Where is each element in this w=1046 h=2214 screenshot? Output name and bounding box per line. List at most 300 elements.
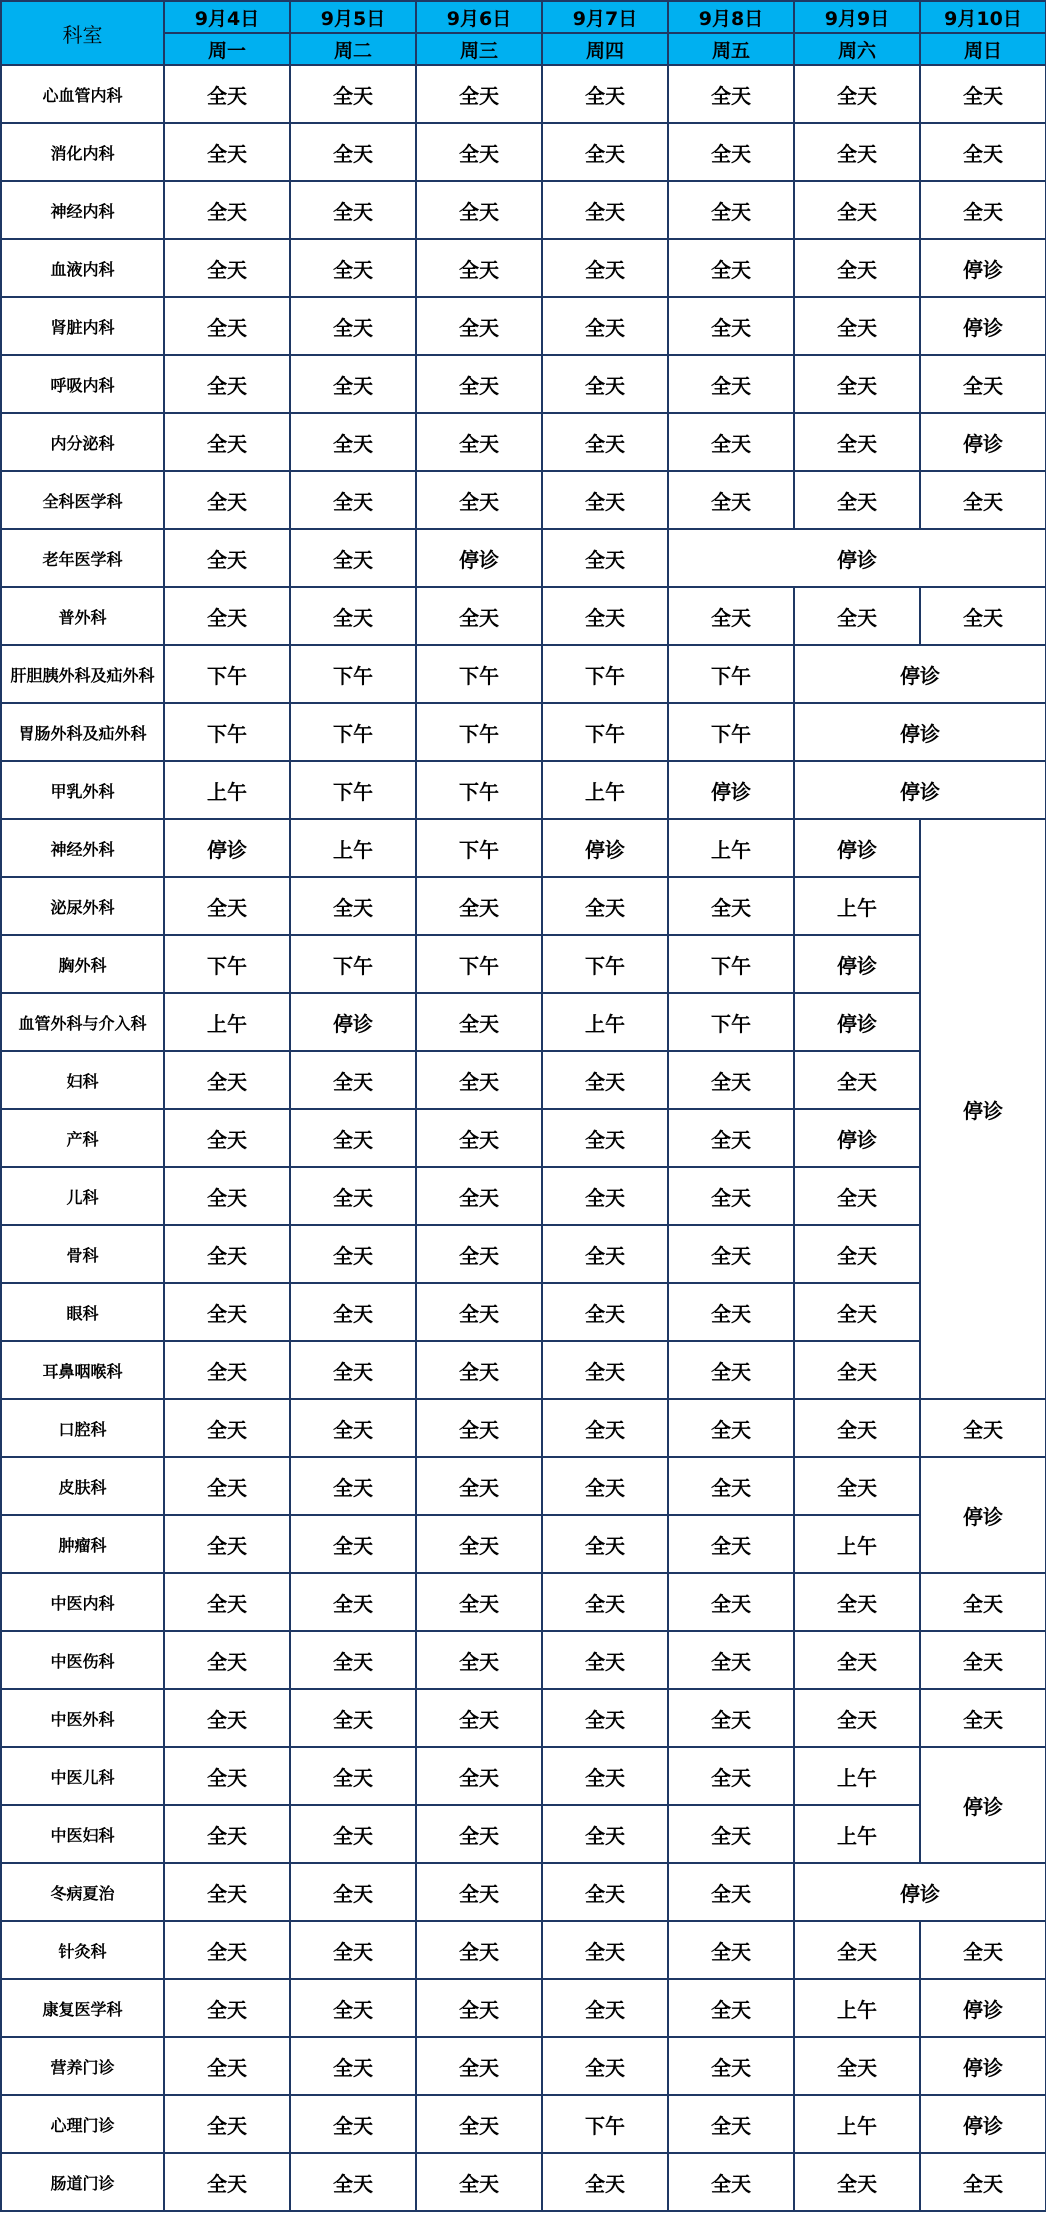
schedule-cell: 上午 <box>794 1805 920 1863</box>
schedule-cell: 下午 <box>542 2095 668 2153</box>
schedule-cell: 全天 <box>794 239 920 297</box>
schedule-cell: 全天 <box>794 2153 920 2211</box>
department-name: 中医外科 <box>1 1689 164 1747</box>
schedule-cell: 停诊 <box>416 529 542 587</box>
schedule-cell: 全天 <box>164 1515 290 1573</box>
schedule-cell: 全天 <box>794 1631 920 1689</box>
schedule-cell: 全天 <box>416 1979 542 2037</box>
schedule-cell: 全天 <box>794 1457 920 1515</box>
department-name: 肠道门诊 <box>1 2153 164 2211</box>
schedule-cell: 全天 <box>668 1341 794 1399</box>
schedule-cell: 全天 <box>794 1283 920 1341</box>
schedule-cell: 全天 <box>794 65 920 123</box>
schedule-cell: 全天 <box>542 1747 668 1805</box>
schedule-cell: 全天 <box>164 297 290 355</box>
schedule-cell: 停诊 <box>794 993 920 1051</box>
schedule-cell: 全天 <box>164 587 290 645</box>
schedule-cell: 全天 <box>290 1457 416 1515</box>
schedule-cell: 全天 <box>920 471 1046 529</box>
schedule-cell: 全天 <box>416 1051 542 1109</box>
schedule-cell: 全天 <box>668 413 794 471</box>
schedule-cell: 全天 <box>164 1573 290 1631</box>
schedule-cell: 全天 <box>290 877 416 935</box>
department-name: 眼科 <box>1 1283 164 1341</box>
schedule-cell: 全天 <box>668 1631 794 1689</box>
schedule-cell: 全天 <box>290 1109 416 1167</box>
schedule-cell: 停诊 <box>920 413 1046 471</box>
schedule-cell: 全天 <box>794 413 920 471</box>
schedule-cell: 全天 <box>920 1573 1046 1631</box>
schedule-cell: 下午 <box>542 645 668 703</box>
department-name: 皮肤科 <box>1 1457 164 1515</box>
schedule-cell: 全天 <box>416 1515 542 1573</box>
date-header: 9月9日 <box>794 1 920 33</box>
schedule-cell: 全天 <box>668 1399 794 1457</box>
schedule-cell: 全天 <box>164 1689 290 1747</box>
schedule-cell: 全天 <box>668 2153 794 2211</box>
schedule-cell: 上午 <box>542 993 668 1051</box>
schedule-cell: 全天 <box>920 181 1046 239</box>
schedule-cell: 全天 <box>542 1805 668 1863</box>
schedule-cell: 全天 <box>416 993 542 1051</box>
schedule-cell: 全天 <box>290 2037 416 2095</box>
department-name: 骨科 <box>1 1225 164 1283</box>
schedule-cell: 全天 <box>668 877 794 935</box>
schedule-cell: 全天 <box>794 1573 920 1631</box>
schedule-cell: 全天 <box>794 1689 920 1747</box>
schedule-cell: 全天 <box>542 1921 668 1979</box>
schedule-cell: 全天 <box>164 1631 290 1689</box>
schedule-cell: 全天 <box>542 1515 668 1573</box>
schedule-cell: 下午 <box>668 993 794 1051</box>
schedule-cell: 全天 <box>542 1283 668 1341</box>
department-name: 心血管内科 <box>1 65 164 123</box>
schedule-cell: 全天 <box>290 1341 416 1399</box>
table-row <box>1 877 1046 935</box>
schedule-cell: 全天 <box>668 1109 794 1167</box>
table-row <box>1 1109 1046 1167</box>
schedule-cell: 全天 <box>920 355 1046 413</box>
schedule-cell: 全天 <box>416 1573 542 1631</box>
schedule-cell: 下午 <box>542 703 668 761</box>
schedule-cell: 下午 <box>416 819 542 877</box>
schedule-cell: 全天 <box>290 181 416 239</box>
table-row <box>1 993 1046 1051</box>
schedule-cell: 全天 <box>164 1109 290 1167</box>
table-row <box>1 1399 1046 1457</box>
schedule-cell: 上午 <box>164 761 290 819</box>
table-row <box>1 1283 1046 1341</box>
schedule-cell: 全天 <box>668 297 794 355</box>
schedule-cell: 全天 <box>290 239 416 297</box>
schedule-cell: 停诊 <box>920 297 1046 355</box>
schedule-cell: 全天 <box>416 1631 542 1689</box>
schedule-cell: 全天 <box>416 1747 542 1805</box>
schedule-cell: 全天 <box>416 1863 542 1921</box>
schedule-cell: 全天 <box>164 1457 290 1515</box>
date-header: 9月8日 <box>668 1 794 33</box>
schedule-cell: 全天 <box>164 1747 290 1805</box>
schedule-cell: 全天 <box>668 1515 794 1573</box>
schedule-cell: 下午 <box>668 645 794 703</box>
table-row <box>1 181 1046 239</box>
table-row <box>1 2095 1046 2153</box>
schedule-cell: 停诊 <box>920 819 1046 1399</box>
schedule-cell: 全天 <box>416 2095 542 2153</box>
schedule-cell: 全天 <box>668 1283 794 1341</box>
schedule-cell: 停诊 <box>542 819 668 877</box>
table-row <box>1 1689 1046 1747</box>
schedule-cell: 停诊 <box>668 529 1046 587</box>
schedule-cell: 停诊 <box>920 2037 1046 2095</box>
schedule-cell: 全天 <box>416 355 542 413</box>
schedule-cell: 全天 <box>290 355 416 413</box>
table-row <box>1 1457 1046 1515</box>
schedule-cell: 全天 <box>416 1283 542 1341</box>
department-name: 儿科 <box>1 1167 164 1225</box>
schedule-cell: 全天 <box>542 181 668 239</box>
schedule-cell: 上午 <box>794 1747 920 1805</box>
schedule-cell: 全天 <box>290 1863 416 1921</box>
department-name: 中医内科 <box>1 1573 164 1631</box>
schedule-cell: 全天 <box>290 2095 416 2153</box>
schedule-cell: 全天 <box>416 471 542 529</box>
department-name: 康复医学科 <box>1 1979 164 2037</box>
schedule-cell: 全天 <box>290 1921 416 1979</box>
department-name: 普外科 <box>1 587 164 645</box>
table-row <box>1 703 1046 761</box>
table-row <box>1 1863 1046 1921</box>
schedule-cell: 全天 <box>416 1689 542 1747</box>
department-name: 耳鼻咽喉科 <box>1 1341 164 1399</box>
schedule-cell: 上午 <box>794 1515 920 1573</box>
table-row <box>1 2153 1046 2211</box>
department-name: 针灸科 <box>1 1921 164 1979</box>
schedule-cell: 全天 <box>290 587 416 645</box>
table-row <box>1 471 1046 529</box>
schedule-cell: 全天 <box>164 355 290 413</box>
schedule-cell: 全天 <box>164 1283 290 1341</box>
schedule-cell: 全天 <box>164 2153 290 2211</box>
schedule-cell: 全天 <box>794 1341 920 1399</box>
dept-column-header: 科室 <box>1 1 164 65</box>
schedule-cell: 上午 <box>794 1979 920 2037</box>
department-name: 胸外科 <box>1 935 164 993</box>
schedule-cell: 全天 <box>164 1979 290 2037</box>
schedule-cell: 全天 <box>542 1341 668 1399</box>
schedule-cell: 全天 <box>668 1747 794 1805</box>
schedule-cell: 全天 <box>668 1921 794 1979</box>
schedule-cell: 全天 <box>416 1921 542 1979</box>
weekday-header: 周六 <box>794 33 920 65</box>
schedule-cell: 下午 <box>290 935 416 993</box>
schedule-cell: 全天 <box>794 2037 920 2095</box>
schedule-cell: 全天 <box>416 1399 542 1457</box>
schedule-cell: 全天 <box>794 587 920 645</box>
schedule-cell: 全天 <box>668 2037 794 2095</box>
schedule-cell: 全天 <box>416 1109 542 1167</box>
schedule-cell: 全天 <box>164 1399 290 1457</box>
schedule-cell: 全天 <box>920 65 1046 123</box>
schedule-cell: 全天 <box>794 1051 920 1109</box>
schedule-cell: 全天 <box>542 1631 668 1689</box>
table-row <box>1 587 1046 645</box>
schedule-cell: 全天 <box>290 1689 416 1747</box>
schedule-cell: 全天 <box>794 1921 920 1979</box>
table-row <box>1 2037 1046 2095</box>
table-row <box>1 1515 1046 1573</box>
table-row <box>1 1051 1046 1109</box>
schedule-cell: 全天 <box>290 123 416 181</box>
schedule-cell: 全天 <box>290 65 416 123</box>
schedule-cell: 全天 <box>290 1051 416 1109</box>
schedule-cell: 全天 <box>794 355 920 413</box>
table-row <box>1 413 1046 471</box>
schedule-cell: 全天 <box>668 1979 794 2037</box>
schedule-cell: 全天 <box>668 1167 794 1225</box>
schedule-cell: 全天 <box>668 181 794 239</box>
schedule-cell: 全天 <box>290 2153 416 2211</box>
schedule-cell: 全天 <box>416 877 542 935</box>
schedule-cell: 全天 <box>668 1457 794 1515</box>
schedule-cell: 全天 <box>794 123 920 181</box>
schedule-cell: 全天 <box>416 2037 542 2095</box>
schedule-cell: 全天 <box>164 2095 290 2153</box>
schedule-cell: 停诊 <box>290 993 416 1051</box>
schedule-cell: 全天 <box>164 413 290 471</box>
schedule-cell: 下午 <box>164 935 290 993</box>
table-row <box>1 65 1046 123</box>
schedule-cell: 全天 <box>668 2095 794 2153</box>
schedule-cell: 全天 <box>542 2153 668 2211</box>
schedule-cell: 全天 <box>164 181 290 239</box>
schedule-cell: 全天 <box>542 587 668 645</box>
date-header: 9月10日 <box>920 1 1046 33</box>
schedule-cell: 全天 <box>542 355 668 413</box>
schedule-cell: 全天 <box>164 2037 290 2095</box>
schedule-cell: 全天 <box>416 1167 542 1225</box>
schedule-cell: 全天 <box>542 877 668 935</box>
schedule-cell: 全天 <box>416 1341 542 1399</box>
table-row <box>1 529 1046 587</box>
schedule-cell: 全天 <box>164 877 290 935</box>
weekday-header: 周五 <box>668 33 794 65</box>
schedule-cell: 全天 <box>668 471 794 529</box>
schedule-cell: 全天 <box>164 123 290 181</box>
schedule-cell: 全天 <box>290 297 416 355</box>
department-name: 内分泌科 <box>1 413 164 471</box>
schedule-cell: 全天 <box>416 2153 542 2211</box>
department-name: 心理门诊 <box>1 2095 164 2153</box>
department-name: 中医伤科 <box>1 1631 164 1689</box>
schedule-cell: 停诊 <box>164 819 290 877</box>
department-name: 血液内科 <box>1 239 164 297</box>
schedule-cell: 全天 <box>668 355 794 413</box>
schedule-cell: 停诊 <box>920 239 1046 297</box>
department-name: 中医儿科 <box>1 1747 164 1805</box>
schedule-cell: 全天 <box>290 1515 416 1573</box>
table-row <box>1 1573 1046 1631</box>
department-name: 营养门诊 <box>1 2037 164 2095</box>
table-row <box>1 1341 1046 1399</box>
schedule-cell: 全天 <box>542 239 668 297</box>
schedule-cell: 全天 <box>164 65 290 123</box>
table-row <box>1 819 1046 877</box>
schedule-cell: 全天 <box>416 587 542 645</box>
schedule-cell: 全天 <box>542 1109 668 1167</box>
schedule-cell: 全天 <box>668 1689 794 1747</box>
schedule-cell: 全天 <box>416 181 542 239</box>
schedule-cell: 全天 <box>794 297 920 355</box>
weekday-header: 周二 <box>290 33 416 65</box>
schedule-cell: 全天 <box>416 65 542 123</box>
schedule-cell: 下午 <box>290 703 416 761</box>
schedule-cell: 上午 <box>668 819 794 877</box>
schedule-cell: 全天 <box>542 1689 668 1747</box>
table-row <box>1 1747 1046 1805</box>
table-row <box>1 1921 1046 1979</box>
schedule-cell: 全天 <box>542 413 668 471</box>
table-body <box>1 65 1046 2211</box>
schedule-cell: 下午 <box>290 645 416 703</box>
schedule-cell: 全天 <box>290 1573 416 1631</box>
schedule-cell: 停诊 <box>920 1979 1046 2037</box>
schedule-cell: 全天 <box>668 1051 794 1109</box>
schedule-cell: 全天 <box>164 529 290 587</box>
department-name: 产科 <box>1 1109 164 1167</box>
schedule-cell: 全天 <box>290 413 416 471</box>
table-row <box>1 239 1046 297</box>
department-name: 妇科 <box>1 1051 164 1109</box>
schedule-cell: 全天 <box>794 471 920 529</box>
schedule-cell: 全天 <box>668 65 794 123</box>
schedule-cell: 全天 <box>542 65 668 123</box>
weekday-header: 周三 <box>416 33 542 65</box>
department-name: 肝胆胰外科及疝外科 <box>1 645 164 703</box>
schedule-cell: 全天 <box>542 1573 668 1631</box>
schedule-cell: 停诊 <box>920 1747 1046 1863</box>
schedule-cell: 下午 <box>164 703 290 761</box>
schedule-cell: 全天 <box>794 1167 920 1225</box>
schedule-cell: 全天 <box>920 1921 1046 1979</box>
schedule-cell: 全天 <box>416 413 542 471</box>
schedule-cell: 停诊 <box>794 1109 920 1167</box>
schedule-cell: 全天 <box>542 1399 668 1457</box>
schedule-cell: 全天 <box>542 529 668 587</box>
schedule-cell: 下午 <box>164 645 290 703</box>
schedule-cell: 下午 <box>668 703 794 761</box>
schedule-cell: 下午 <box>416 935 542 993</box>
department-name: 消化内科 <box>1 123 164 181</box>
department-name: 肾脏内科 <box>1 297 164 355</box>
schedule-cell: 全天 <box>164 1805 290 1863</box>
table-row <box>1 355 1046 413</box>
schedule-cell: 停诊 <box>794 761 1046 819</box>
schedule-cell: 全天 <box>794 1399 920 1457</box>
schedule-cell: 下午 <box>416 761 542 819</box>
schedule-cell: 全天 <box>668 1863 794 1921</box>
date-header: 9月7日 <box>542 1 668 33</box>
department-name: 血管外科与介入科 <box>1 993 164 1051</box>
schedule-cell: 下午 <box>416 703 542 761</box>
schedule-cell: 全天 <box>164 471 290 529</box>
department-name: 中医妇科 <box>1 1805 164 1863</box>
schedule-cell: 全天 <box>920 587 1046 645</box>
department-name: 冬病夏治 <box>1 1863 164 1921</box>
schedule-cell: 全天 <box>920 1631 1046 1689</box>
schedule-cell: 上午 <box>164 993 290 1051</box>
date-header: 9月5日 <box>290 1 416 33</box>
schedule-cell: 全天 <box>668 123 794 181</box>
schedule-cell: 全天 <box>542 1167 668 1225</box>
schedule-cell: 全天 <box>416 1457 542 1515</box>
department-name: 神经内科 <box>1 181 164 239</box>
schedule-cell: 下午 <box>668 935 794 993</box>
table-row <box>1 1979 1046 2037</box>
table-row <box>1 1167 1046 1225</box>
schedule-cell: 全天 <box>542 1457 668 1515</box>
schedule-cell: 全天 <box>290 1979 416 2037</box>
schedule-cell: 全天 <box>542 1863 668 1921</box>
schedule-cell: 全天 <box>668 587 794 645</box>
schedule-cell: 全天 <box>542 1051 668 1109</box>
weekday-header: 周日 <box>920 33 1046 65</box>
schedule-cell: 停诊 <box>794 645 1046 703</box>
schedule-cell: 全天 <box>542 297 668 355</box>
table-row <box>1 123 1046 181</box>
table-row <box>1 1631 1046 1689</box>
schedule-cell: 停诊 <box>920 2095 1046 2153</box>
schedule-cell: 停诊 <box>794 935 920 993</box>
schedule-cell: 全天 <box>164 1921 290 1979</box>
department-name: 甲乳外科 <box>1 761 164 819</box>
schedule-cell: 全天 <box>290 1399 416 1457</box>
schedule-cell: 全天 <box>290 1631 416 1689</box>
schedule-cell: 全天 <box>164 1341 290 1399</box>
schedule-cell: 全天 <box>794 1225 920 1283</box>
schedule-cell: 全天 <box>920 1399 1046 1457</box>
schedule-cell: 全天 <box>920 2153 1046 2211</box>
schedule-cell: 全天 <box>290 471 416 529</box>
schedule-cell: 全天 <box>542 2037 668 2095</box>
schedule-cell: 全天 <box>290 1283 416 1341</box>
weekday-header: 周四 <box>542 33 668 65</box>
schedule-cell: 上午 <box>542 761 668 819</box>
schedule-cell: 全天 <box>164 1051 290 1109</box>
schedule-cell: 全天 <box>416 297 542 355</box>
schedule-cell: 全天 <box>290 1167 416 1225</box>
schedule-cell: 全天 <box>416 239 542 297</box>
schedule-cell: 全天 <box>920 123 1046 181</box>
department-name: 老年医学科 <box>1 529 164 587</box>
department-name: 神经外科 <box>1 819 164 877</box>
schedule-cell: 全天 <box>164 239 290 297</box>
schedule-cell: 下午 <box>542 935 668 993</box>
date-header: 9月6日 <box>416 1 542 33</box>
schedule-cell: 上午 <box>290 819 416 877</box>
schedule-cell: 上午 <box>794 877 920 935</box>
weekday-header: 周一 <box>164 33 290 65</box>
department-name: 呼吸内科 <box>1 355 164 413</box>
schedule-cell: 全天 <box>164 1863 290 1921</box>
schedule-cell: 全天 <box>290 529 416 587</box>
schedule-cell: 全天 <box>920 1689 1046 1747</box>
table-row <box>1 935 1046 993</box>
schedule-cell: 全天 <box>416 1805 542 1863</box>
schedule-cell: 全天 <box>542 123 668 181</box>
schedule-cell: 停诊 <box>668 761 794 819</box>
schedule-cell: 停诊 <box>794 1863 1046 1921</box>
